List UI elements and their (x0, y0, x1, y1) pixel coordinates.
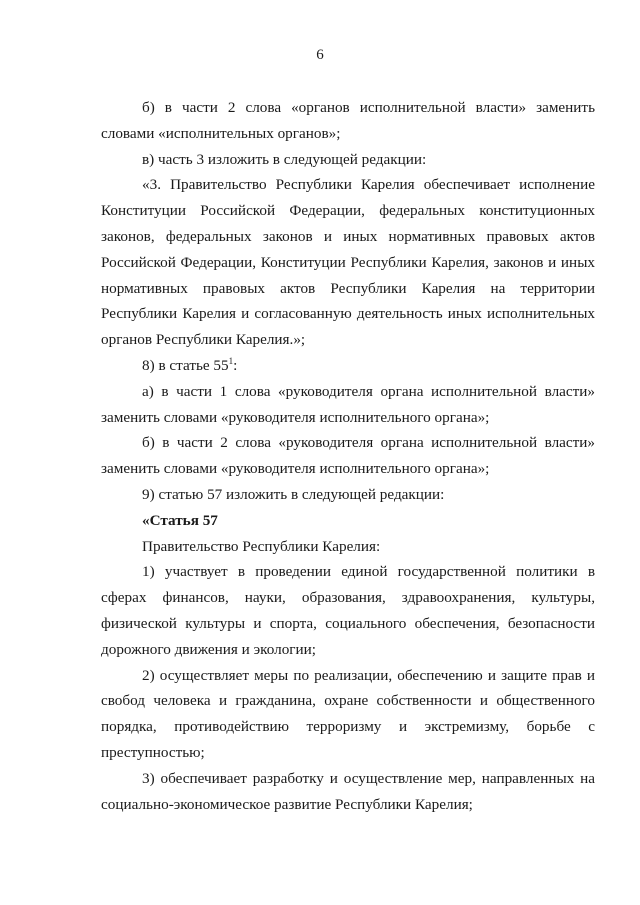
paragraph-article-57-item-1: 1) участвует в проведении единой государственной политики в сферах финансов, науки, образования, здравоохранения, культуры, физической культуры и спорта, социального обеспечения, безопасности дорожного движения и экологии; (101, 563, 595, 658)
paragraph-article-57-item-2: 2) осуществляет меры по реализации, обеспечению и защите прав и свобод человека и гражданина, охране собственности и общественного порядка, противодействию терроризму и экстремизму, борьбе с преступностью; (101, 666, 595, 761)
item-8-superscript: 1 (228, 355, 234, 366)
document-body (101, 95, 595, 817)
paragraph-item-8 (101, 353, 595, 379)
paragraph-government-intro: Правительство Республики Карелия: (142, 537, 381, 555)
article-57-heading: «Статья 57 (142, 511, 218, 529)
page-number: 6 (316, 47, 324, 63)
item-8-text: 8) в статье 55 (142, 356, 229, 374)
paragraph-item-b-part-2-head: б) в части 2 слова «руководителя органа исполнительной власти» заменить словами «руководителя исполнительного органа»; (101, 434, 595, 478)
paragraph-quoted-part-3: «3. Правительство Республики Карелия обеспечивает исполнение Конституции Российской Федерации, федеральных конституционных законов, федеральных законов и иных нормативных правовых актов Российской Федерации, Конституции Республики Карелия, законов и иных нормативных правовых актов Республики Карелия на территории Республики Карелия и согласованную деятельность иных исполнительных органов Республики Карелия.»; (101, 176, 595, 349)
paragraph-item-b-part-2: б) в части 2 слова «органов исполнительной власти» заменить словами «исполнительных органов»; (101, 99, 595, 142)
paragraph-item-9: 9) статью 57 изложить в следующей редакции: (142, 485, 445, 503)
paragraph-item-a-part-1: a) в части 1 слова «руководителя органа исполнительной власти» заменить словами «руководителя исполнительного органа»; (101, 382, 595, 426)
paragraph-item-v-part-3: в) часть 3 изложить в следующей редакции: (142, 150, 427, 168)
item-8-suffix: : (233, 356, 238, 374)
paragraph-article-57-item-3: 3) обеспечивает разработку и осуществление мер, направленных на социально-экономическое развитие Республики Карелия; (101, 769, 595, 813)
